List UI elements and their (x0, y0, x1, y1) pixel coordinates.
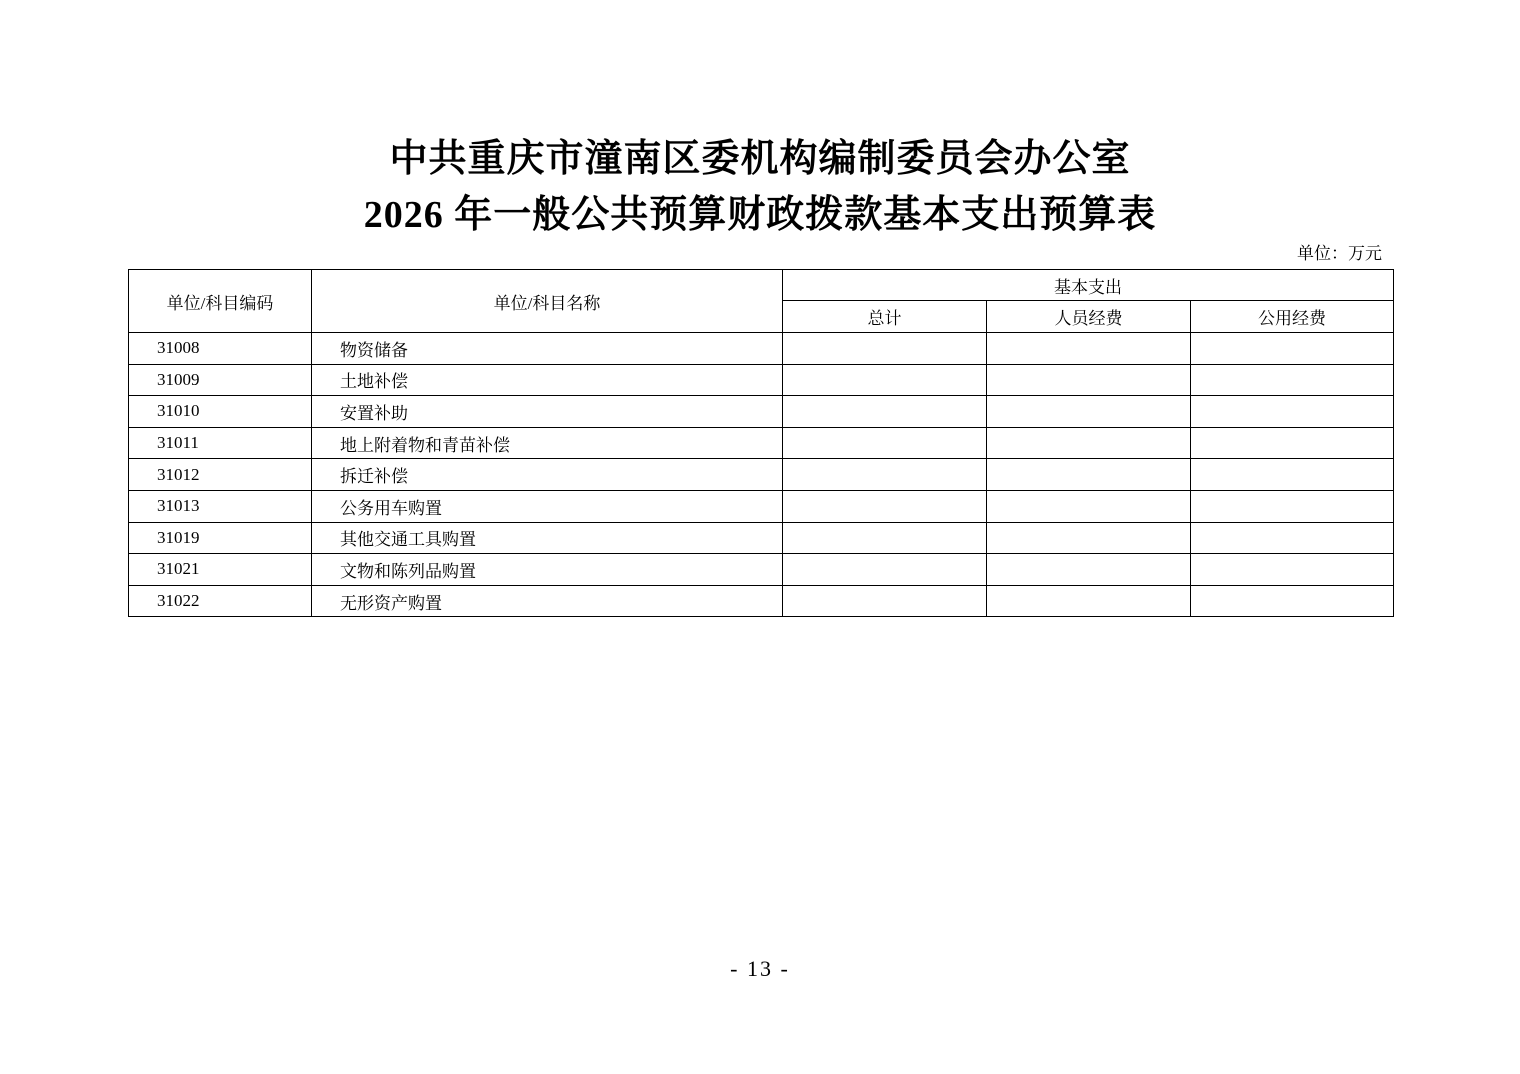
document-title-line2: 2026 年一般公共预算财政拨款基本支出预算表 (363, 194, 1157, 236)
row-name: 安置补助 (312, 396, 783, 428)
row-total (783, 522, 987, 554)
row-name: 物资储备 (312, 333, 783, 365)
row-personnel (987, 459, 1191, 491)
row-personnel (987, 396, 1191, 428)
row-public (1191, 396, 1394, 428)
row-public (1191, 364, 1394, 396)
row-name: 拆迁补偿 (312, 459, 783, 491)
row-public (1191, 333, 1394, 365)
table-row (129, 459, 1394, 491)
row-public (1191, 522, 1394, 554)
row-code: 31012 (129, 459, 312, 491)
row-total (783, 459, 987, 491)
row-name: 文物和陈列品购置 (312, 554, 783, 586)
row-total (783, 490, 987, 522)
header-personnel: 人员经费 (987, 301, 1191, 333)
table-row (129, 554, 1394, 586)
row-personnel (987, 364, 1191, 396)
row-personnel (987, 522, 1191, 554)
page-number: - 13 - (730, 956, 790, 981)
unit-label: 单位：万元 (1297, 244, 1382, 263)
row-personnel (987, 333, 1191, 365)
row-total (783, 364, 987, 396)
row-personnel (987, 427, 1191, 459)
table-row (129, 396, 1394, 428)
row-public (1191, 490, 1394, 522)
row-public (1191, 585, 1394, 617)
row-code: 31009 (129, 364, 312, 396)
table-row (129, 333, 1394, 365)
row-personnel (987, 554, 1191, 586)
budget-table (128, 269, 1394, 617)
row-total (783, 427, 987, 459)
row-public (1191, 427, 1394, 459)
row-total (783, 396, 987, 428)
table-row (129, 490, 1394, 522)
row-name: 地上附着物和青苗补偿 (312, 427, 783, 459)
row-name: 其他交通工具购置 (312, 522, 783, 554)
header-code: 单位/科目编码 (129, 270, 312, 333)
row-name: 公务用车购置 (312, 490, 783, 522)
table-body (129, 333, 1394, 617)
row-code: 31010 (129, 396, 312, 428)
row-total (783, 554, 987, 586)
header-total: 总计 (783, 301, 987, 333)
table-row (129, 522, 1394, 554)
row-public (1191, 459, 1394, 491)
row-personnel (987, 585, 1191, 617)
header-name: 单位/科目名称 (312, 270, 783, 333)
table-row (129, 364, 1394, 396)
document-title-line1: 中共重庆市潼南区委机构编制委员会办公室 (389, 138, 1131, 180)
row-name: 无形资产购置 (312, 585, 783, 617)
row-code: 31013 (129, 490, 312, 522)
header-public: 公用经费 (1191, 301, 1394, 333)
table-row (129, 427, 1394, 459)
row-code: 31019 (129, 522, 312, 554)
header-basic-expenditure: 基本支出 (783, 270, 1394, 301)
row-name: 土地补偿 (312, 364, 783, 396)
row-code: 31021 (129, 554, 312, 586)
row-code: 31008 (129, 333, 312, 365)
row-total (783, 585, 987, 617)
row-personnel (987, 490, 1191, 522)
row-public (1191, 554, 1394, 586)
row-code: 31011 (129, 427, 312, 459)
table-row (129, 585, 1394, 617)
row-code: 31022 (129, 585, 312, 617)
row-total (783, 333, 987, 365)
